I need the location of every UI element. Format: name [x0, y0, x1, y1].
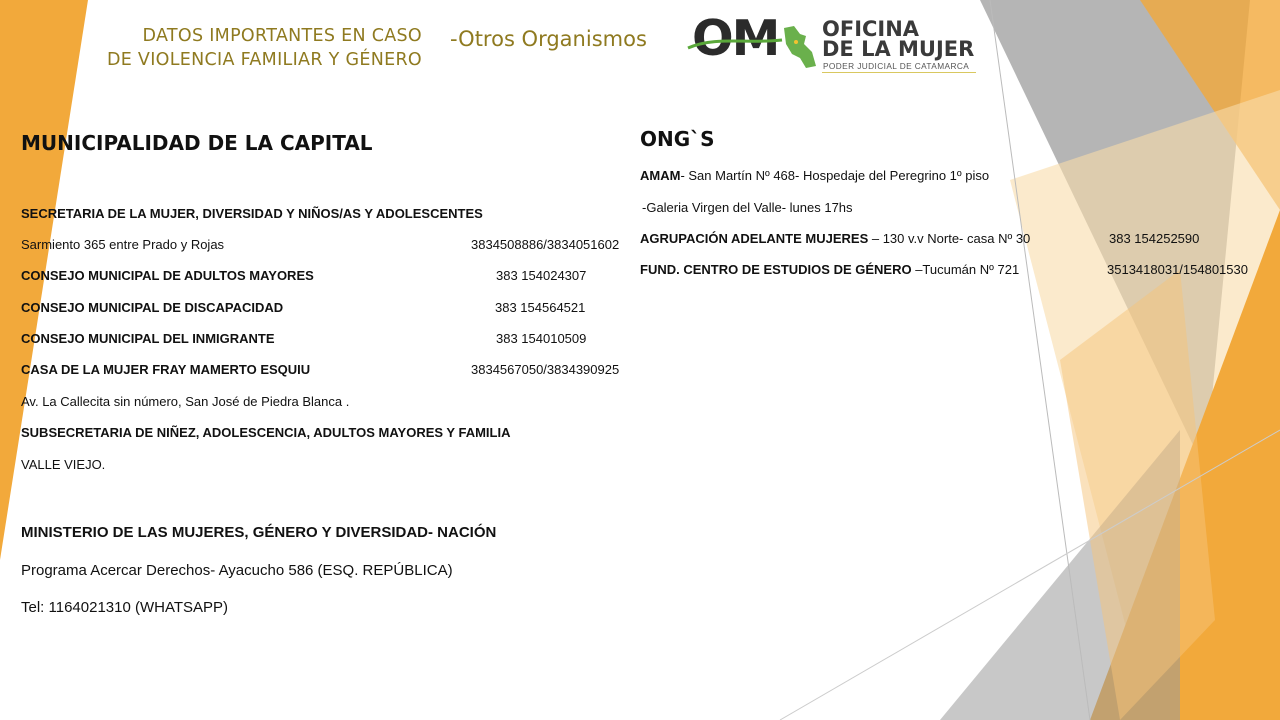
- logo-map-icon: [686, 14, 826, 78]
- fundacion-name: FUND. CENTRO DE ESTUDIOS DE GÉNERO: [640, 262, 912, 277]
- discapacidad-heading: CONSEJO MUNICIPAL DE DISCAPACIDAD: [21, 300, 284, 315]
- logo-monogram: OM: [692, 10, 779, 67]
- header-title-line2: DE VIOLENCIA FAMILIAR Y GÉNERO: [106, 50, 422, 70]
- amam-address: - San Martín Nº 468- Hospedaje del Peregrino 1º piso: [680, 168, 990, 183]
- fundacion-phone: 3513418031/154801530: [1107, 262, 1248, 277]
- logo-underline: [822, 72, 976, 73]
- inmigrante-phone: 383 154010509: [496, 331, 587, 346]
- logo-line1: OFICINA: [822, 17, 920, 41]
- secretaria-phone: 3834508886/3834051602: [471, 237, 620, 252]
- logo-line2: DE LA MUJER: [822, 37, 975, 61]
- header-title: [60, 24, 422, 72]
- programa-text: Programa Acercar Derechos- Ayacucho 586 (ESQ. REPÚBLICA): [21, 562, 453, 579]
- fundacion-address: –Tucumán Nº 721: [911, 262, 1020, 277]
- casa-mujer-address: Av. La Callecita sin número, San José de Piedra Blanca .: [21, 394, 350, 409]
- adultos-heading: CONSEJO MUNICIPAL DE ADULTOS MAYORES: [21, 268, 314, 283]
- discapacidad-phone: 383 154564521: [495, 300, 586, 315]
- secretaria-address: Sarmiento 365 entre Prado y Rojas: [21, 237, 225, 252]
- agrupacion-name: AGRUPACIÓN ADELANTE MUJERES: [640, 231, 869, 246]
- ongs-title: ONG`S: [640, 127, 715, 151]
- header-subtitle: -Otros Organismos: [450, 27, 647, 51]
- casa-mujer-phone: 3834567050/3834390925: [471, 362, 620, 377]
- ministerio-heading: MINISTERIO DE LAS MUJERES, GÉNERO Y DIVERSIDAD- NACIÓN: [21, 524, 497, 541]
- agrupacion-address: – 130 v.v Norte- casa Nº 30: [868, 231, 1031, 246]
- amam-name: AMAM: [640, 168, 681, 183]
- adultos-phone: 383 154024307: [496, 268, 587, 283]
- secretaria-heading: SECRETARIA DE LA MUJER, DIVERSIDAD Y NIÑOS/AS Y ADOLESCENTES: [21, 206, 483, 221]
- amam-entry: [640, 168, 989, 184]
- inmigrante-heading: CONSEJO MUNICIPAL DEL INMIGRANTE: [21, 331, 275, 346]
- valle-viejo-text: VALLE VIEJO.: [21, 457, 106, 472]
- logo-line3: PODER JUDICIAL DE CATAMARCA: [823, 61, 970, 71]
- amam-line2: -Galeria Virgen del Valle- lunes 17hs: [642, 200, 853, 215]
- telefono-text: Tel: 1164021310 (WHATSAPP): [21, 599, 229, 616]
- header-title-line1: DATOS IMPORTANTES EN CASO: [142, 26, 422, 46]
- casa-mujer-heading: CASA DE LA MUJER FRAY MAMERTO ESQUIU: [21, 362, 311, 377]
- oficina-mujer-logo: [686, 10, 986, 78]
- agrupacion-phone: 383 154252590: [1109, 231, 1200, 246]
- agrupacion-entry: [640, 231, 1030, 247]
- municipalidad-title: MUNICIPALIDAD DE LA CAPITAL: [21, 131, 373, 155]
- subsecretaria-heading: SUBSECRETARIA DE NIÑEZ, ADOLESCENCIA, ADULTOS MAYORES Y FAMILIA: [21, 425, 511, 440]
- fundacion-entry: [640, 262, 1019, 278]
